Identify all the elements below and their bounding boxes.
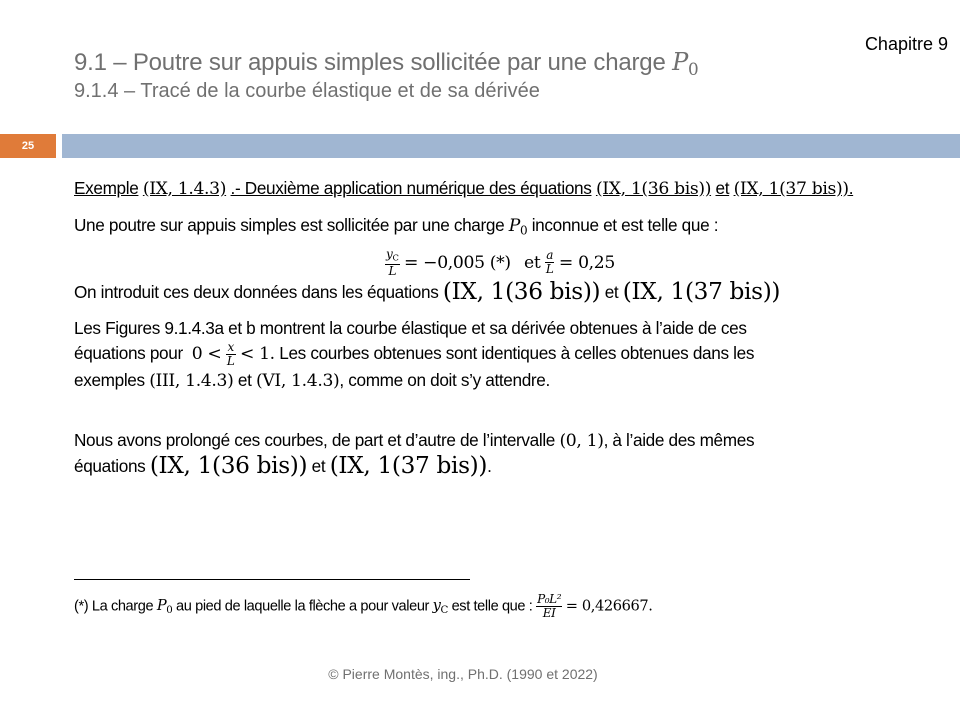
example-and: et <box>715 178 730 198</box>
interval: (0, 1) <box>559 431 604 452</box>
copyright-footer: © Pierre Montès, ing., Ph.D. (1990 et 2022) <box>328 666 598 682</box>
equation-and: et <box>524 252 541 273</box>
fraction-a-over-l: $\frac{a}{L}$ <box>545 248 554 277</box>
paragraph-1: Une poutre sur appuis simples est sollicitée par une charge $P_0$ inconnue et est telle que : <box>74 215 719 238</box>
symbol-p0: $P_0$ <box>508 216 528 238</box>
ref-iii: (III, 1.4.3) <box>149 371 234 392</box>
fraction-p0l2-over-ei: $\frac{\text{P₀L²}}{EI}$ <box>537 592 562 620</box>
example-end: . <box>848 178 854 198</box>
range-left: 0 < <box>191 344 222 365</box>
para4-eq2: (IX, 1(37 bis)) <box>329 452 488 480</box>
page-number-badge: 25 <box>0 134 56 158</box>
paragraph-4: Nous avons prolongé ces courbes, de part et d’autre de l’intervalle (0, 1), à l’aide des mêmes équations (IX, 1(36 bis)) et (IX, 1(37 bis)). <box>74 430 755 480</box>
example-text: .- Deuxième application numérique des équations <box>230 178 592 198</box>
slide-title <box>74 48 699 79</box>
footnote-symbol-p0: $P_0$ <box>156 597 173 617</box>
equation-value-1: = −0,005 (*) <box>403 252 511 273</box>
example-label: Exemple <box>74 178 139 198</box>
para2-eq1: (IX, 1(36 bis)) <box>442 278 601 306</box>
chapter-label: Chapitre 9 <box>864 34 948 54</box>
footnote-symbol-yc: $y_C$ <box>432 597 448 617</box>
equation-value-2: = 0,25 <box>558 252 615 273</box>
slide-subtitle: 9.1.4 – Tracé de la courbe élastique et de sa dérivée <box>74 80 540 102</box>
example-heading <box>74 176 886 202</box>
example-eq1: (IX, 1(36 bis)) <box>595 179 712 199</box>
footnote-divider <box>74 579 470 580</box>
para2-eq2: (IX, 1(37 bis)) <box>622 278 781 306</box>
slide-body <box>74 176 886 479</box>
equation-line <box>74 248 886 279</box>
ref-vi: (VI, 1.4.3) <box>255 371 340 392</box>
footnote-value: = 0,426667. <box>565 597 653 615</box>
footnote: (*) La charge $P_0$ au pied de laquelle la flèche a pour valeur $y_C$ est telle que : $\frac{\text{P₀L²}}{EI}$ = 0,426667. <box>74 592 653 620</box>
example-ref: (IX, 1.4.3) <box>142 179 227 199</box>
slide-title-text: 9.1 – Poutre sur appuis simples sollicitée par une charge <box>74 49 666 76</box>
header-band <box>62 134 960 158</box>
paragraph-3: Les Figures 9.1.4.3a et b montrent la courbe élastique et sa dérivée obtenues à l’aide de ces équations pour 0 < $\frac{x}{L}$ < 1. Les courbes obtenues sont identiques à celles obtenues dans les exemples (III, 1.4.3) et (VI, 1.4.3), comme on doit s’y attendre. <box>74 318 755 392</box>
para4-eq1: (IX, 1(36 bis)) <box>149 452 308 480</box>
paragraph-2: On introduit ces deux données dans les équations (IX, 1(36 bis)) et (IX, 1(37 bis)) <box>74 278 781 306</box>
slide-title-symbol: $P_0$ <box>672 48 699 80</box>
range-right: < 1. <box>239 344 275 365</box>
fraction-x-over-l: $\frac{x}{L}$ <box>226 340 235 369</box>
fraction-yc-over-l: $\frac{y_C}{L}$ <box>386 246 399 279</box>
example-eq2: (IX, 1(37 bis)) <box>733 179 849 199</box>
